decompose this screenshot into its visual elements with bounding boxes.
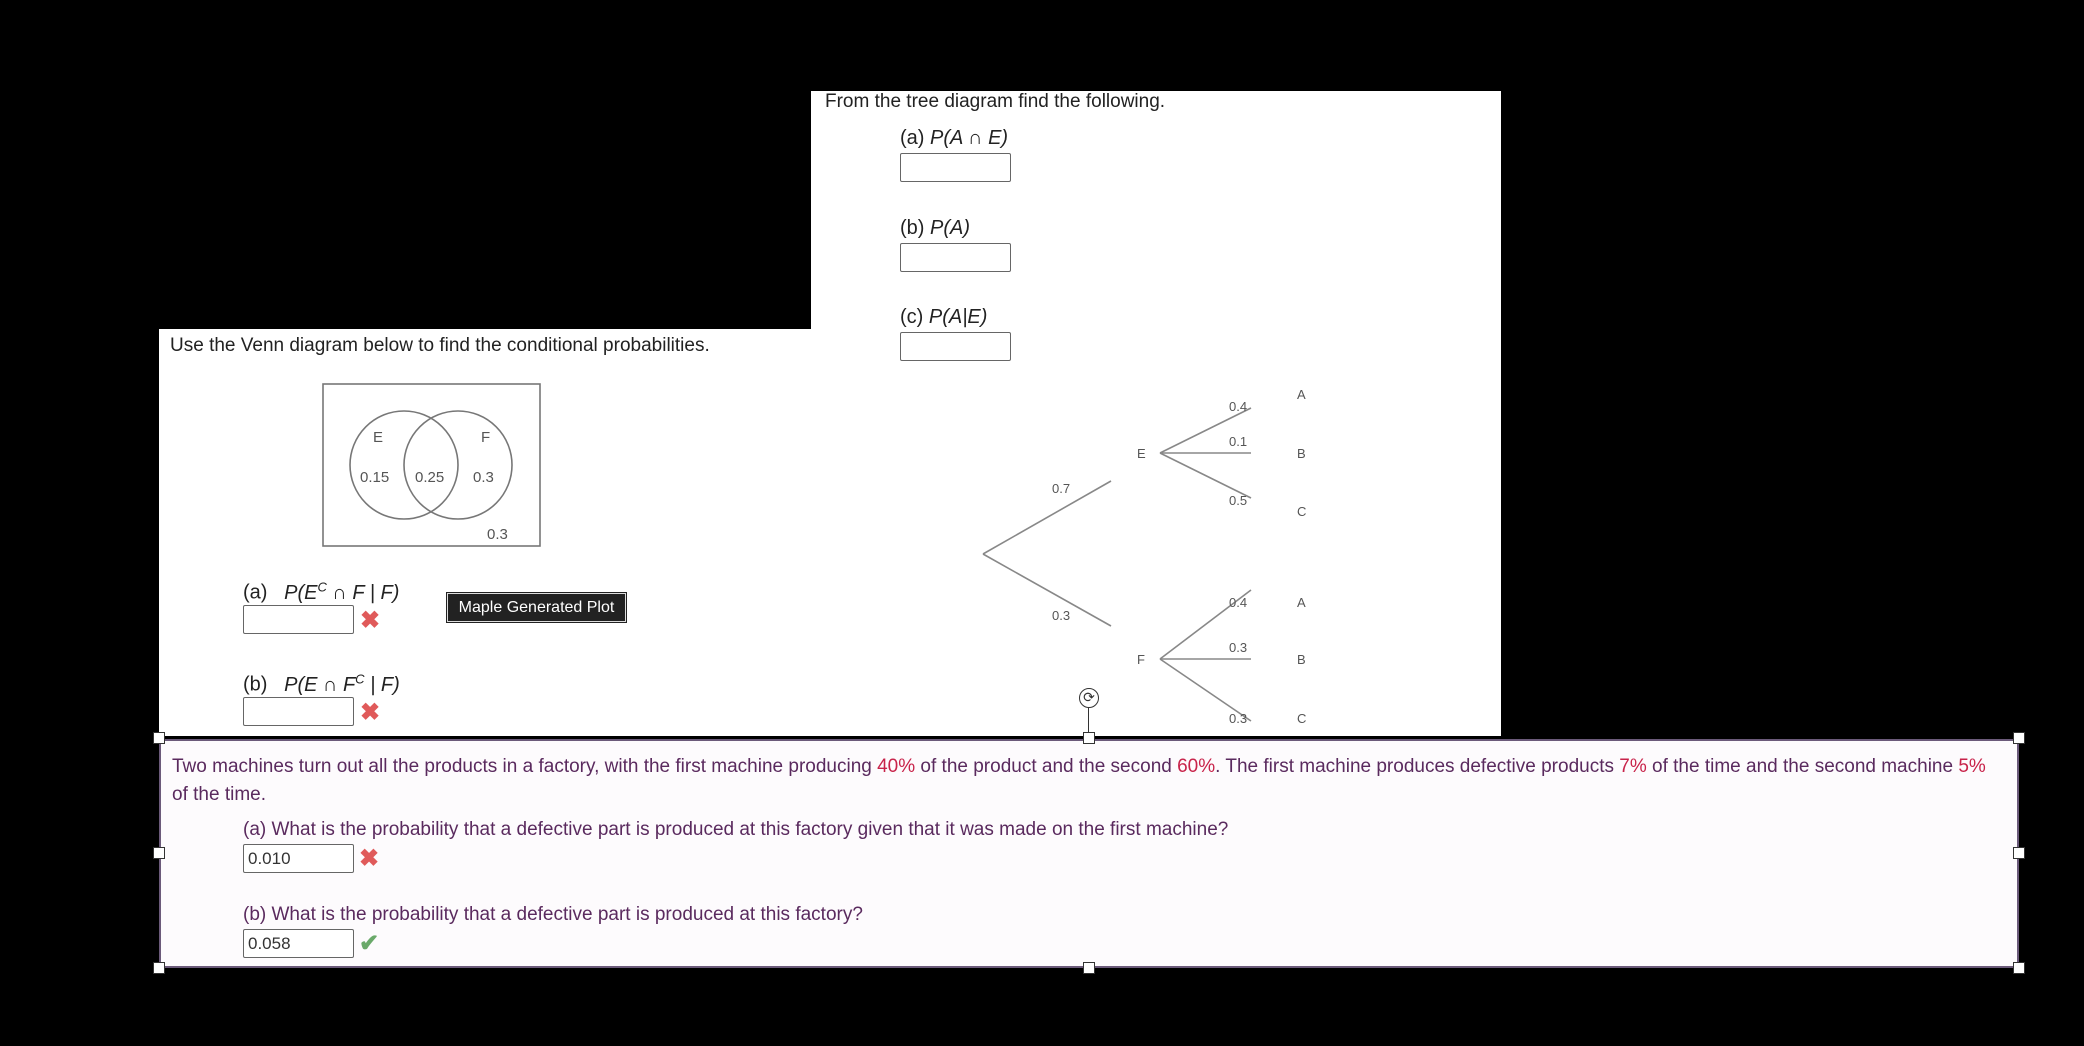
prob-F-A: 0.4 xyxy=(1229,595,1248,610)
prob-E-C: 0.5 xyxy=(1229,493,1248,508)
resize-handle-right[interactable] xyxy=(2013,847,2025,859)
machine-question-text: Two machines turn out all the products in a factory, with the first machine producing 40% of the product and the second 60%. The first machine produces defective products 7% of the time and the second machine 5% of the time. xyxy=(172,756,1986,805)
tree-intro: From the tree diagram find the following. xyxy=(825,91,1166,112)
venn-only-f: 0.3 xyxy=(473,469,494,486)
node-F-C: C xyxy=(1297,711,1307,726)
resize-handle-left[interactable] xyxy=(153,847,165,859)
correct-check-icon: ✔ xyxy=(359,930,380,957)
prob-F-B: 0.3 xyxy=(1229,640,1248,655)
venn-outside: 0.3 xyxy=(487,526,508,543)
venn-diagram xyxy=(322,383,542,549)
tree-diagram-panel xyxy=(811,91,1501,736)
tree-part-b-label: (b) P(A) xyxy=(900,217,970,239)
venn-label-F: F xyxy=(481,429,491,446)
machine-part-a-input[interactable] xyxy=(243,844,354,873)
node-F-B: B xyxy=(1297,652,1306,667)
resize-handle-top-left[interactable] xyxy=(153,732,165,744)
resize-handle-top[interactable] xyxy=(1083,732,1095,744)
node-E: E xyxy=(1137,446,1146,461)
rotate-icon[interactable]: ⟳ xyxy=(1079,688,1099,708)
venn-label-E: E xyxy=(373,429,384,446)
tree-diagram xyxy=(811,91,1501,736)
prob-E: 0.7 xyxy=(1052,481,1071,496)
tree-part-a-label: (a) P(A ∩ E) xyxy=(900,127,1009,149)
tooltip: Maple Generated Plot xyxy=(447,593,626,622)
resize-handle-top-right[interactable] xyxy=(2013,732,2025,744)
prob-F-C: 0.3 xyxy=(1229,711,1248,726)
machine-part-b-input[interactable] xyxy=(243,929,354,958)
prob-F: 0.3 xyxy=(1052,608,1071,623)
venn-only-e: 0.15 xyxy=(360,469,390,486)
venn-part-a-input[interactable] xyxy=(243,605,354,634)
tree-part-c-label: (c) P(A|E) xyxy=(900,306,988,328)
venn-diagram-panel xyxy=(159,329,812,736)
venn-part-a-label: (a) $P(E^C$ ∩ F | F) xyxy=(243,579,400,604)
incorrect-x-icon: ✖ xyxy=(360,607,381,634)
node-F-A: A xyxy=(1297,595,1306,610)
venn-intro: Use the Venn diagram below to find the conditional probabilities. xyxy=(170,335,710,356)
branch-root-F xyxy=(983,554,1111,626)
prob-E-B: 0.1 xyxy=(1229,434,1248,449)
node-E-A: A xyxy=(1297,387,1306,402)
branch-root-E xyxy=(983,481,1111,554)
venn-part-b-label: (b) P(E ∩ $F^C$ | F) xyxy=(243,671,400,696)
incorrect-x-icon: ✖ xyxy=(359,845,380,872)
resize-handle-bottom-left[interactable] xyxy=(153,962,165,974)
resize-handle-bottom[interactable] xyxy=(1083,962,1095,974)
branch-E-C xyxy=(1160,453,1251,498)
venn-both: 0.25 xyxy=(415,469,445,486)
machine-part-b-label: (b) What is the probability that a defective part is produced at this factory? xyxy=(243,904,863,925)
prob-E-A: 0.4 xyxy=(1229,399,1248,414)
venn-part-b-input[interactable] xyxy=(243,697,354,726)
machine-question-panel[interactable] xyxy=(159,739,2019,968)
node-E-B: B xyxy=(1297,446,1306,461)
node-E-C: C xyxy=(1297,504,1307,519)
resize-handle-bottom-right[interactable] xyxy=(2013,962,2025,974)
node-F: F xyxy=(1137,652,1145,667)
incorrect-x-icon: ✖ xyxy=(360,699,381,726)
venn-universe xyxy=(323,384,540,546)
machine-part-a-label: (a) What is the probability that a defective part is produced at this factory given that it was made on the first machine? xyxy=(243,819,1229,840)
